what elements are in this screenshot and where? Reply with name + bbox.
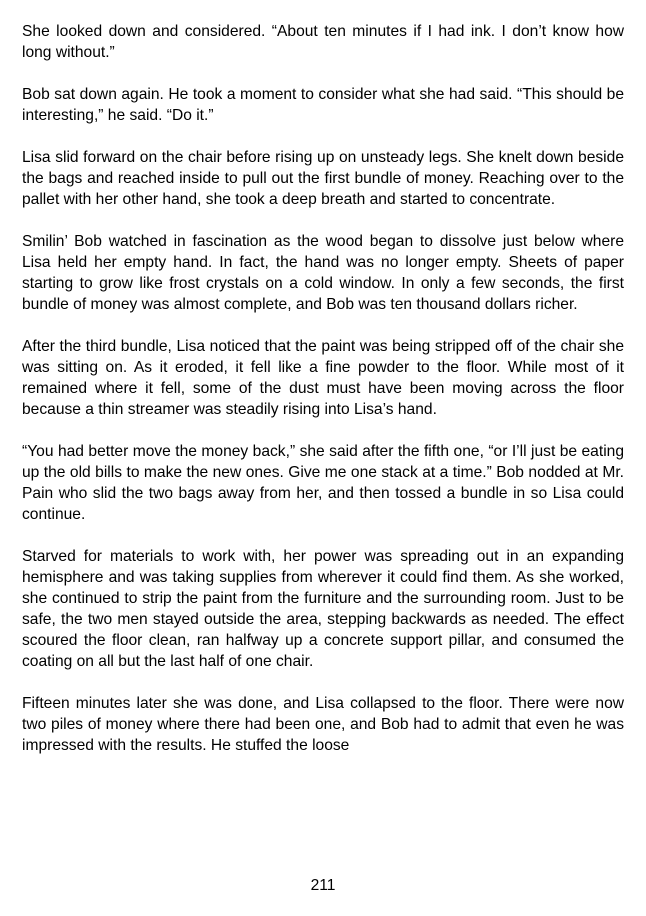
paragraph: She looked down and considered. “About ten minutes if I had ink. I don’t know how long without.” — [22, 23, 624, 61]
paragraph: Bob sat down again. He took a moment to consider what she had said. “This should be interesting,” he said. “Do it.” — [22, 86, 624, 124]
paragraph: Lisa slid forward on the chair before rising up on unsteady legs. She knelt down beside the bags and reached inside to pull out the first bundle of money. Reaching over to the pallet with her other hand, she took a deep breath and started to concentrate. — [22, 149, 624, 208]
paragraph: Starved for materials to work with, her power was spreading out in an expanding hemisphere and was taking supplies from wherever it could find them. As she worked, she continued to strip the paint from the furniture and the surrounding room. Just to be safe, the two men stayed outside the area, stepping backwards as needed. The effect scoured the floor clean, ran halfway up a concrete support pillar, and consumed the coating on all but the last half of one chair. — [22, 548, 624, 670]
page-number: 211 — [310, 877, 336, 894]
body-text — [22, 21, 624, 756]
paragraph: Fifteen minutes later she was done, and Lisa collapsed to the floor. There were now two piles of money where there had been one, and Bob had to admit that even he was impressed with the results. He stuffed the loose — [22, 695, 624, 754]
paragraph: After the third bundle, Lisa noticed that the paint was being stripped off of the chair she was sitting on. As it eroded, it fell like a fine powder to the floor. While most of it remained where it fell, some of the dust must have been moving across the floor because a thin streamer was steadily rising into Lisa’s hand. — [22, 338, 624, 418]
paragraph: Smilin’ Bob watched in fascination as the wood began to dissolve just below where Lisa held her empty hand. In fact, the hand was no longer empty. Sheets of paper starting to grow like frost crystals on a cold window. In only a few seconds, the first bundle of money was almost complete, and Bob was ten thousand dollars richer. — [22, 233, 624, 313]
paragraph: “You had better move the money back,” she said after the fifth one, “or I’ll just be eating up the old bills to make the new ones. Give me one stack at a time.” Bob nodded at Mr. Pain who slid the two bags away from her, and then tossed a bundle in so Lisa could continue. — [22, 443, 624, 523]
